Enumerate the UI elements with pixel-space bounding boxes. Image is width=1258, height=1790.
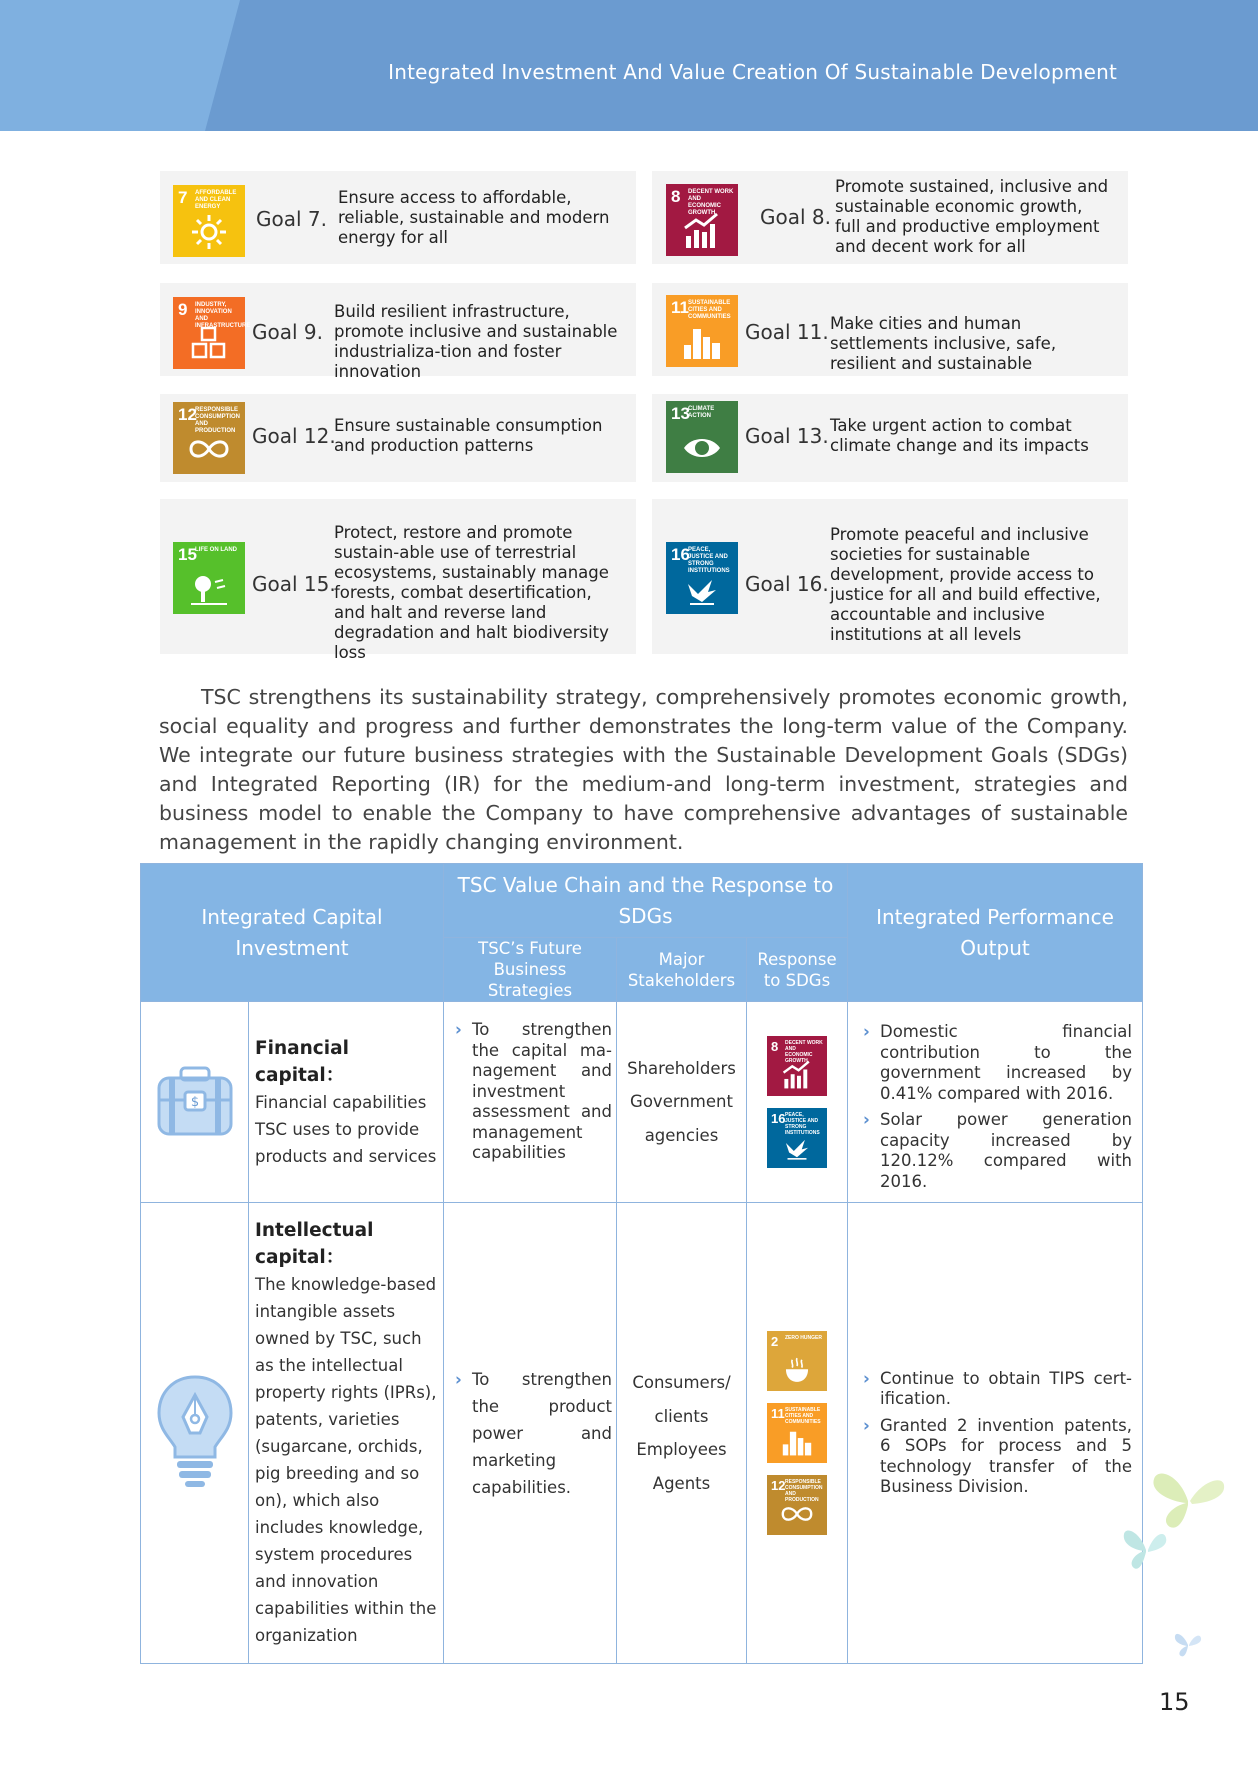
butterfly-medium-icon <box>1122 1524 1168 1572</box>
financial-capital-title: Financial capital： <box>255 1037 349 1086</box>
sdg16-peace-icon: 16 PEACE, JUSTICE AND STRONG INSTITUTIONS <box>666 542 738 614</box>
strategy-item: › To strengthen the capital ma-nagement and investment assessment and management capabilities <box>455 1020 612 1162</box>
financial-capital-cell-icon <box>141 1002 249 1203</box>
goal-card-15 <box>160 499 636 662</box>
briefcase-icon <box>151 1056 239 1144</box>
goal-description: Promote peaceful and inclusive societies for sustainable development, provide access to justice for all and build effective, accountable and inclusive institutions at all levels <box>830 525 1101 644</box>
sdg8-growth-icon: 8 DECENT WORK AND ECONOMIC GROWTH <box>666 184 738 256</box>
strategy-item: › To strengthen the product power and marketing capabilities. <box>454 1366 612 1501</box>
output-item: › Granted 2 invention patents, 6 SOPs for process and 5 technology transfer of the Business Division. <box>863 1415 1132 1496</box>
goal-description: Ensure access to affordable, reliable, sustainable and modern energy for all <box>338 188 610 247</box>
goal-card-11 <box>652 283 1128 376</box>
goal-card-12 <box>160 394 636 482</box>
goal-description: Protect, restore and promote sustain-able use of terrestrial ecosystems, sustainably manage forests, combat desertification, and halt and reverse land degradation and halt biodiversity loss <box>334 523 609 662</box>
intellectual-capital-cell <box>249 1203 444 1664</box>
stakeholder-item: Consumers/ <box>632 1373 731 1392</box>
butterfly-large-icon <box>1150 1465 1226 1531</box>
sdg9-industry-icon: 9 INDUSTRY, INNOVATION AND INFRASTRUCTURE <box>173 297 245 369</box>
output-item: › Continue to obtain TIPS cert-ification. <box>863 1368 1132 1408</box>
butterfly-small-icon <box>1173 1630 1203 1658</box>
goal-card-13 <box>652 394 1128 482</box>
financial-sdgs-cell <box>747 1002 848 1203</box>
goal-description: Build resilient infrastructure, promote inclusive and sustainable industrializa-tion and foster innovation <box>334 302 618 381</box>
stakeholder-item: Shareholders <box>627 1058 736 1078</box>
financial-output-cell <box>848 1002 1143 1203</box>
stakeholder-item: Government <box>630 1092 733 1112</box>
goal-label: Goal 13. <box>745 424 829 448</box>
sdg12-consumption-icon: 12 RESPONSIBLE CONSUMPTION AND PRODUCTION <box>767 1475 827 1535</box>
table-row-financial <box>141 1002 1143 1203</box>
sdg12-consumption-icon: 12 RESPONSIBLE CONSUMPTION AND PRODUCTION <box>173 402 245 474</box>
intellectual-capital-description: The knowledge-based intangible assets owned by TSC, such as the intellectual property rights (IPRs), patents, varieties (sugarcane, orchids, pig breeding and so on), which also includes knowledge, system procedures and innovation capabilities within the organization <box>255 1275 437 1645</box>
goal-label: Goal 9. <box>252 320 323 344</box>
sdg13-climate-icon: 13 CLIMATE ACTION <box>666 401 738 473</box>
svg-text:$: $ <box>190 1095 199 1110</box>
chevron-right-icon: › <box>455 1020 462 1039</box>
goal-description: Make cities and human settlements inclusive, safe, resilient and sustainable <box>830 314 1057 373</box>
chevron-right-icon: › <box>455 1369 462 1389</box>
page-header-title: Integrated Investment And Value Creation Of Sustainable Development <box>388 60 1117 84</box>
sdg15-land-icon: 15 LIFE ON LAND <box>173 542 245 614</box>
goal-card-9 <box>160 283 636 381</box>
sdg2-hunger-icon: 2 ZERO HUNGER <box>767 1331 827 1391</box>
goal-card-8 <box>652 171 1128 264</box>
goal-label: Goal 15. <box>252 572 336 596</box>
value-chain-table <box>140 863 1143 1664</box>
sdg16-peace-icon: 16 PEACE, JUSTICE AND STRONG INSTITUTIONS <box>767 1108 827 1168</box>
intellectual-capital-cell-icon <box>141 1203 249 1664</box>
page-number: 15 <box>1159 1688 1190 1716</box>
goal-card-7 <box>160 171 636 264</box>
stakeholder-item: Agents <box>652 1473 711 1493</box>
chevron-right-icon: › <box>863 1368 870 1388</box>
intellectual-output-cell <box>848 1203 1143 1664</box>
sdg11-cities-icon: 11 SUSTAINABLE CITIES AND COMMUNITIES <box>767 1403 827 1463</box>
goal-label: Goal 7. <box>256 207 327 231</box>
goal-description: Ensure sustainable consumption and production patterns <box>334 416 603 455</box>
stakeholder-item: agencies <box>644 1125 719 1145</box>
intellectual-strategy-cell <box>444 1203 617 1664</box>
chevron-right-icon: › <box>863 1415 870 1435</box>
intellectual-stakeholders-cell <box>617 1203 747 1664</box>
financial-capital-description: Financial capabilities TSC uses to provide products and services <box>255 1092 437 1166</box>
intellectual-capital-title: Intellectual capital： <box>255 1220 374 1268</box>
intellectual-sdgs-cell <box>747 1203 848 1664</box>
financial-stakeholders-cell <box>617 1002 747 1203</box>
header-response-sdgs: Response to SDGs <box>747 938 848 1002</box>
stakeholder-item: clients <box>654 1406 709 1426</box>
output-item: › Domestic financial contribution to the government increased by 0.41% compared with 2016. <box>863 1022 1132 1103</box>
sdg7-energy-icon: 7 AFFORDABLE AND CLEAN ENERGY <box>173 185 245 257</box>
header-band <box>0 0 1258 131</box>
stakeholder-item: Employees <box>636 1440 727 1459</box>
financial-capital-cell <box>249 1002 444 1203</box>
sdg8-growth-icon: 8 DECENT WORK AND ECONOMIC GROWTH <box>767 1036 827 1096</box>
goal-label: Goal 8. <box>760 205 831 229</box>
header-future-strategies: TSC’s Future Business Strategies <box>444 938 617 1002</box>
goal-label: Goal 12. <box>252 424 336 448</box>
table-row-intellectual <box>141 1203 1143 1664</box>
output-item: › Solar power generation capacity increased by 120.12% compared with 2016. <box>863 1110 1132 1191</box>
chevron-right-icon: › <box>863 1110 870 1129</box>
header-performance-output: Integrated Performance Output <box>848 864 1143 1002</box>
goal-card-16 <box>652 499 1128 654</box>
goal-description: Take urgent action to combat climate change and its impacts <box>830 416 1089 455</box>
goal-label: Goal 11. <box>745 320 829 344</box>
lightbulb-icon <box>153 1373 237 1489</box>
goal-description: Promote sustained, inclusive and sustainable economic growth, full and productive employment and decent work for all <box>835 177 1109 256</box>
financial-strategy-cell <box>444 1002 617 1203</box>
chevron-right-icon: › <box>863 1022 870 1041</box>
sdg11-cities-icon: 11 SUSTAINABLE CITIES AND COMMUNITIES <box>666 295 738 367</box>
body-paragraph: TSC strengthens its sustainability strategy, comprehensively promotes economic growth, social equality and progress and further demonstrates the long-term value of the Company. We integrate our future business strategies with the Sustainable Development Goals (SDGs) and Integrated Reporting (IR) for the medium-and long-term investment, strategies and business model to enable the Company to have comprehensive advantages of sustainable management in the rapidly changing environment. <box>159 685 1128 854</box>
goal-label: Goal 16. <box>745 572 829 596</box>
header-capital-investment: Integrated Capital Investment <box>141 864 444 1002</box>
header-major-stakeholders: Major Stakeholders <box>617 938 747 1002</box>
header-value-chain: TSC Value Chain and the Response to SDGs <box>444 864 848 938</box>
